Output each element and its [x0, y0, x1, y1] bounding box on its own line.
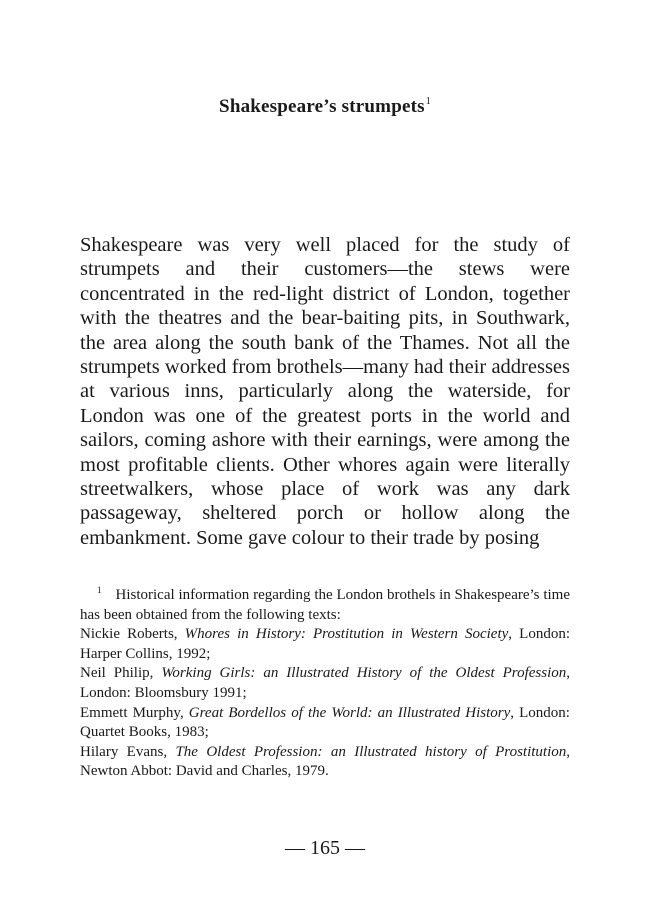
body-paragraph: Shakespeare was very well placed for the study of strumpets and their customers—the stews were concentrated in the red-light district of London, together with the theatres and the bear-baiting pits, in Southwark, the area along the south bank of the Thames. Not all the strumpets worked from brothels—many had their addresses at various inns, particularly along the waterside, for London was one of the greatest ports in the world and sailors, coming ashore with their earnings, were among the most profitable clients. Other whores again were literally streetwalkers, whose place of work was any dark passageway, sheltered porch or hollow along the embankment. Some gave colour to their trade by posing	[80, 234, 570, 549]
source-publication: , London: Bloomsbury 1991;	[80, 665, 570, 701]
source-title: Working Girls: an Illustrated History of the Oldest Profession	[161, 665, 567, 682]
footnote-block	[80, 581, 570, 782]
source-publication: , London: Harper Collins, 1992;	[80, 626, 570, 662]
footnote-intro-text: Historical information regarding the London brothels in Shakespeare’s time has been obtained from the following texts:	[80, 587, 570, 623]
source-title: The Oldest Profession: an Illustrated history of Prostitution	[175, 743, 567, 760]
footnote-reference: 1	[425, 96, 431, 107]
footnote-intro	[80, 581, 570, 625]
source-publication: , London: Quartet Books, 1983;	[80, 704, 570, 741]
source-author: Emmett Murphy,	[80, 704, 189, 721]
footnote-source	[80, 704, 570, 743]
source-author: Nickie Roberts,	[80, 626, 185, 643]
footnote-source	[80, 743, 570, 782]
footnote-mark: 1	[97, 585, 102, 595]
source-author: Hilary Evans,	[80, 743, 176, 760]
source-title: Great Bordellos of the World: an Illustrated History	[188, 704, 511, 721]
chapter-title-text: Shakespeare’s strumpets	[219, 96, 425, 117]
source-title: Whores in History: Prostitution in Western Society	[184, 626, 509, 643]
chapter-title	[0, 96, 650, 118]
source-author: Neil Philip,	[80, 665, 162, 682]
footnote-source	[80, 664, 570, 703]
footnote-source	[80, 625, 570, 664]
source-publication: , Newton Abbot: David and Charles, 1979.	[80, 743, 570, 780]
page-number: — 165 —	[285, 837, 365, 859]
